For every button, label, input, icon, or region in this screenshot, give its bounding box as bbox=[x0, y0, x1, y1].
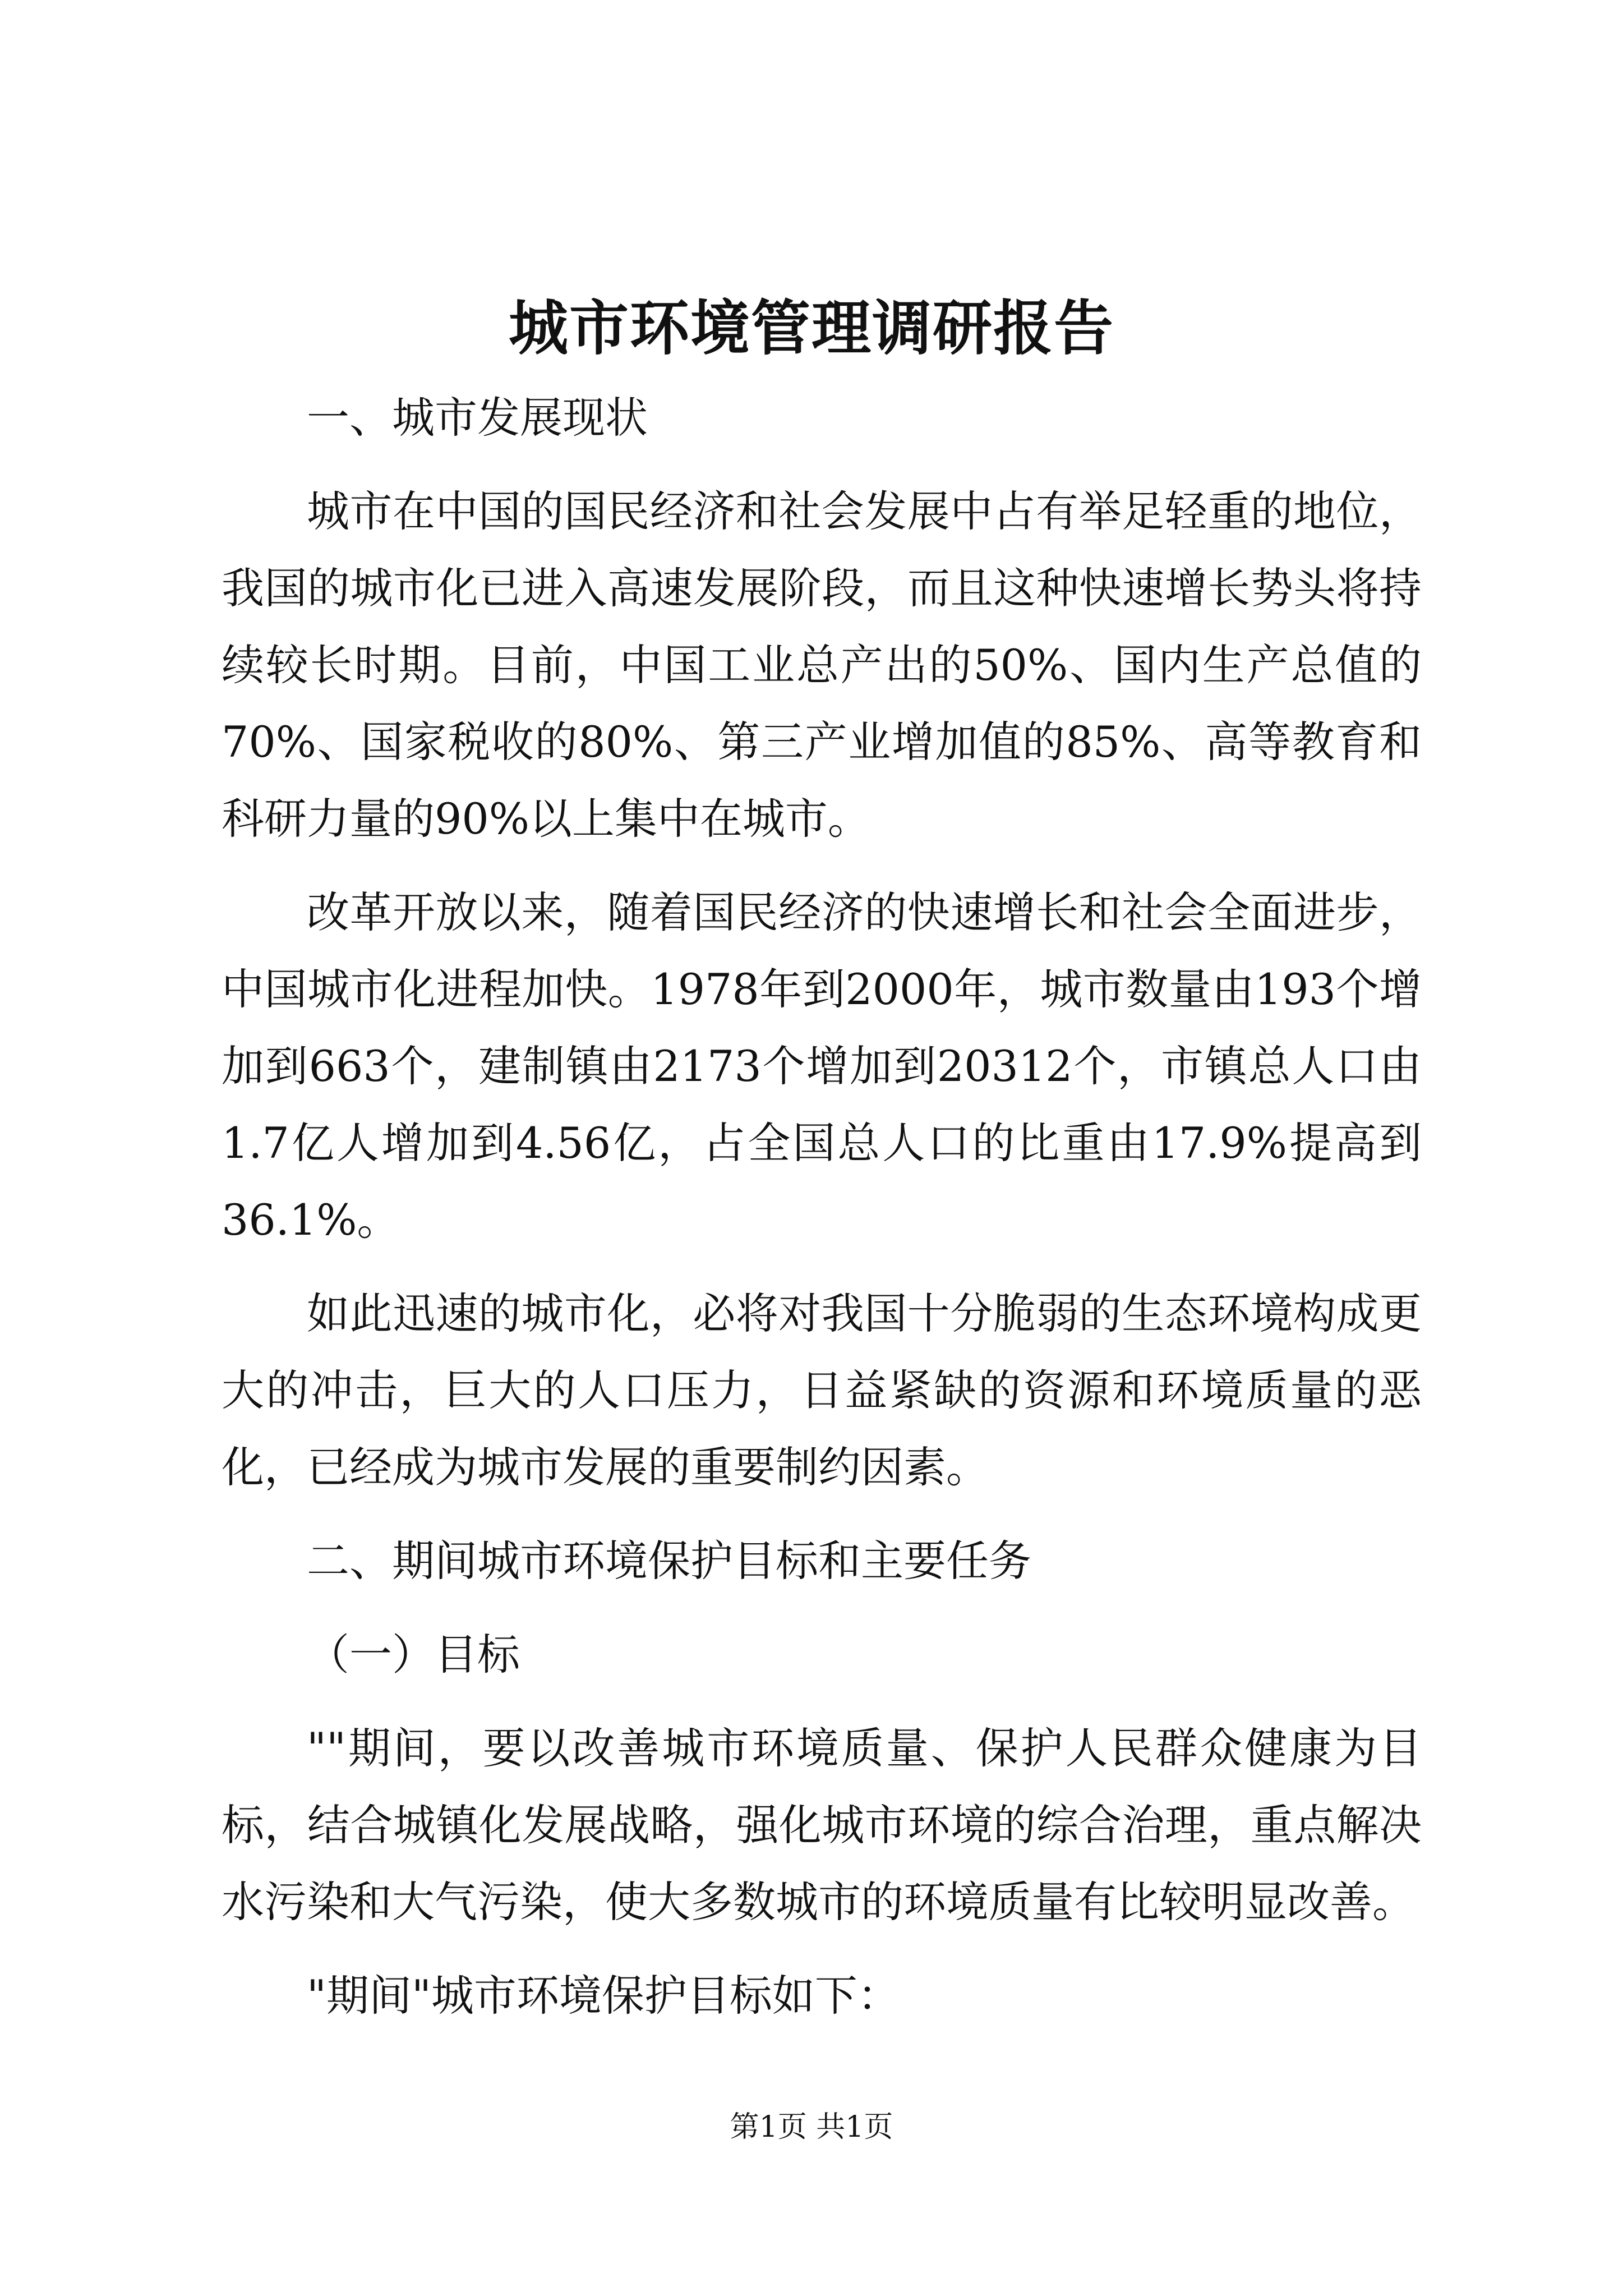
document-title: 城市环境管理调研报告 bbox=[509, 293, 1114, 363]
section-heading: 一、城市发展现状 bbox=[307, 393, 648, 443]
paragraph: ""期间，要以改善城市环境质量、保护人民群众健康为目标，结合城镇化发展战略，强化城市环境的综合治理，重点解决水污染和大气污染，使大多数城市的环境质量有比较明显改善。 bbox=[222, 1723, 1422, 1927]
subsection-heading: （一）目标 bbox=[307, 1630, 520, 1680]
document-body bbox=[222, 379, 1422, 2034]
section-heading: 二、期间城市环境保护目标和主要任务 bbox=[307, 1536, 1031, 1586]
page-footer: 第1页 共1页 bbox=[730, 2110, 893, 2144]
paragraph: 城市在中国的国民经济和社会发展中占有举足轻重的地位，我国的城市化已进入高速发展阶段，而且这种快速增长势头将持续较长时期。目前，中国工业总产出的50%、国内生产总值的70%、国家税收的80%、第三产业增加值的85%、高等教育和科研力量的90%以上集中在城市。 bbox=[222, 486, 1422, 844]
paragraph: "期间"城市环境保护目标如下： bbox=[307, 1971, 900, 2021]
paragraph: 改革开放以来，随着国民经济的快速增长和社会全面进步，中国城市化进程加快。1978年到2000年，城市数量由193个增加到663个，建制镇由2173个增加到20312个，市镇总人口由1.7亿人增加到4.56亿，占全国总人口的比重由17.9%提高到36.1%。 bbox=[222, 887, 1422, 1245]
paragraph: 如此迅速的城市化，必将对我国十分脆弱的生态环境构成更大的冲击，巨大的人口压力，日益紧缺的资源和环境质量的恶化，已经成为城市发展的重要制约因素。 bbox=[222, 1289, 1422, 1492]
